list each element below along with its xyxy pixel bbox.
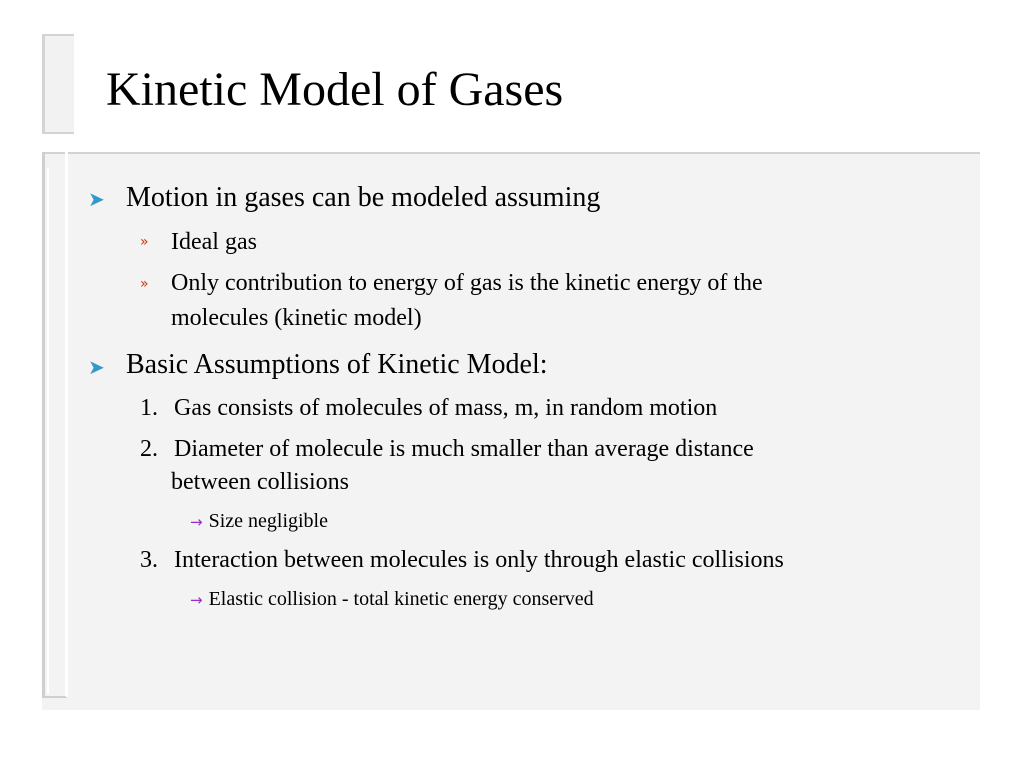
chevron-bullet-icon: » <box>140 234 149 250</box>
triangle-bullet-icon: ➤ <box>88 187 105 211</box>
note-text: Size negligible <box>208 510 328 532</box>
arrow-right-icon: → <box>190 591 203 609</box>
sub-bullet-energy-line1: Only contribution to energy of gas is the kinetic energy of the <box>171 270 763 296</box>
bullet-motion-in-gases: Motion in gases can be modeled assuming <box>126 182 601 213</box>
content-edge-decoration <box>42 152 68 698</box>
chevron-bullet-icon: » <box>140 276 149 292</box>
note-text: Elastic collision - total kinetic energy conserved <box>208 588 594 610</box>
assumption-2-line2: between collisions <box>171 469 349 495</box>
note-elastic-collision <box>190 586 594 613</box>
assumption-number: 1. <box>140 395 158 421</box>
triangle-bullet-icon: ➤ <box>88 355 105 379</box>
assumption-number: 3. <box>140 547 158 573</box>
assumption-text: Gas consists of molecules of mass, m, in random motion <box>174 395 718 421</box>
assumption-2 <box>140 433 754 465</box>
assumption-text: Interaction between molecules is only through elastic collisions <box>174 547 784 573</box>
title-bracket-decoration <box>42 34 74 134</box>
sub-bullet-energy-line2: molecules (kinetic model) <box>171 305 422 331</box>
assumption-3 <box>140 544 784 576</box>
note-size-negligible <box>190 508 328 535</box>
sub-bullet-ideal-gas: Ideal gas <box>171 229 257 255</box>
bullet-basic-assumptions: Basic Assumptions of Kinetic Model: <box>126 349 548 380</box>
assumption-text: Diameter of molecule is much smaller than average distance <box>174 436 754 462</box>
assumption-number: 2. <box>140 436 158 462</box>
slide-title: Kinetic Model of Gases <box>106 63 564 116</box>
assumption-1 <box>140 392 717 424</box>
arrow-right-icon: → <box>190 513 203 531</box>
